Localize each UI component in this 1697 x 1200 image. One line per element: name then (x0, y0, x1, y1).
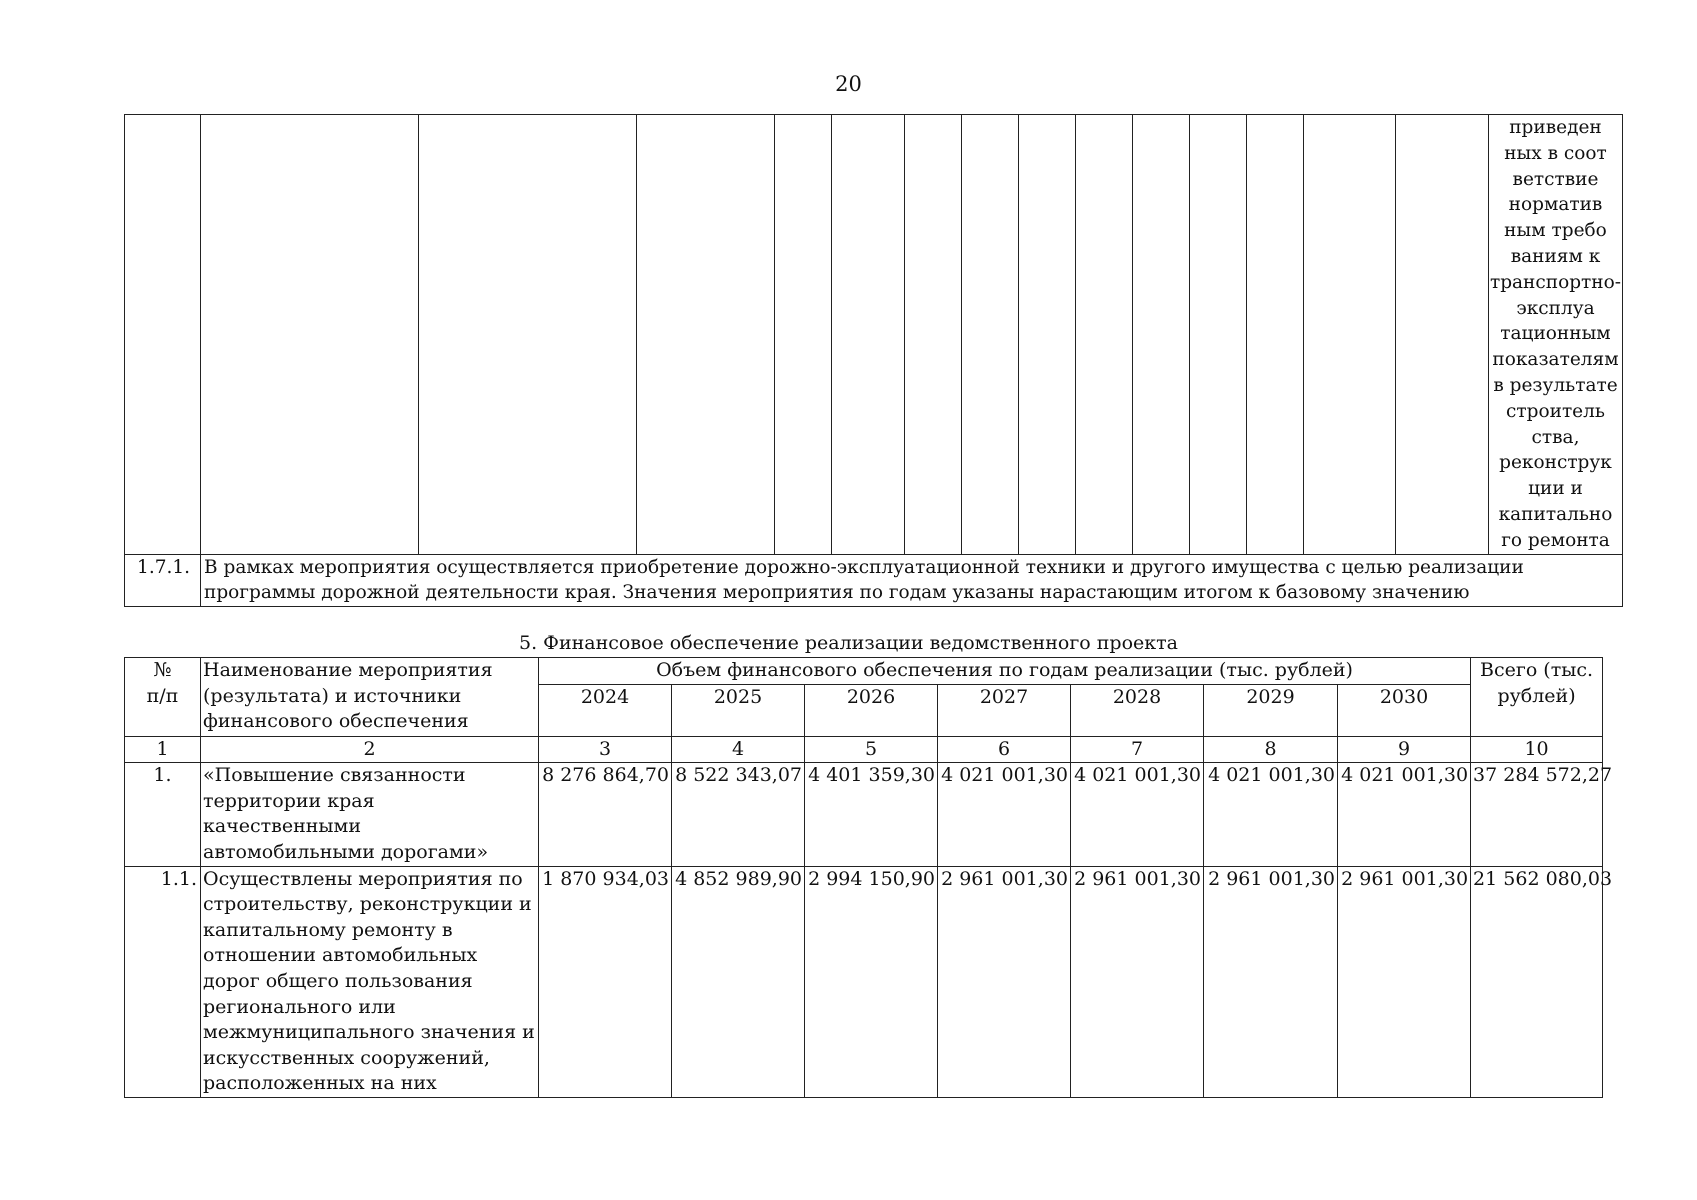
value-cell: 4 852 989,90 (672, 866, 805, 1097)
value-cell: 4 401 359,30 (805, 763, 938, 866)
column-index: 3 (539, 736, 672, 763)
description-line: программы дорожной деятельности края. Значения мероприятия по годам указаны нарастающим итогом к базовому значению (204, 582, 1470, 604)
total-cell: 37 284 572,27 (1471, 763, 1603, 866)
note-line: ции и (1528, 478, 1583, 500)
header-volume: Объем финансового обеспечения по годам реализации (тыс. рублей) (539, 658, 1471, 685)
column-index: 9 (1338, 736, 1471, 763)
value-cell: 8 522 343,07 (672, 763, 805, 866)
header-row (125, 658, 1603, 685)
note-line: ваниям к (1510, 245, 1601, 267)
header-year: 2027 (938, 684, 1071, 736)
value-cell: 2 961 001,30 (1071, 866, 1204, 1097)
column-index: 10 (1471, 736, 1603, 763)
value-cell: 4 021 001,30 (1071, 763, 1204, 866)
note-line: ства, (1531, 426, 1580, 448)
note-line: показателям (1492, 349, 1619, 371)
continuation-row (125, 115, 1623, 555)
header-year: 2030 (1338, 684, 1471, 736)
financing-table (124, 657, 1613, 1098)
row-name: Осуществлены мероприятия по строительству, реконструкции и капитальному ремонту в отношении автомобильных дорог общего пользования регионального или межмуниципального значения и искусственных сооружений, расположенных на них (201, 866, 539, 1097)
header-year: 2026 (805, 684, 938, 736)
section-title: 5. Финансовое обеспечение реализации ведомственного проекта (519, 632, 1178, 654)
note-line: реконструк (1499, 452, 1612, 474)
value-cell: 1 870 934,03 (539, 866, 672, 1097)
column-index: 7 (1071, 736, 1204, 763)
note-cell (1489, 115, 1623, 555)
note-line: ным требо (1504, 220, 1607, 242)
note-line: капитально (1498, 503, 1613, 525)
value-cell: 4 021 001,30 (1204, 763, 1338, 866)
header-year: 2028 (1071, 684, 1204, 736)
row-number: 1. (125, 763, 201, 866)
row-number: 1.1. (125, 866, 201, 1097)
header-num: № п/п (125, 658, 201, 737)
value-cell: 2 961 001,30 (1338, 866, 1471, 1097)
value-cell: 2 961 001,30 (938, 866, 1071, 1097)
indicator-table-continuation (124, 114, 1623, 607)
row-description (201, 554, 1623, 607)
note-line: транспортно- (1489, 271, 1622, 293)
column-index: 5 (805, 736, 938, 763)
note-line: тационным (1500, 323, 1611, 345)
table-row (125, 554, 1623, 607)
value-cell: 4 021 001,30 (1338, 763, 1471, 866)
value-cell: 2 994 150,90 (805, 866, 938, 1097)
note-line: ветствие (1512, 168, 1599, 190)
value-cell: 4 021 001,30 (938, 763, 1071, 866)
note-line: эксплуа (1516, 297, 1595, 319)
header-year: 2024 (539, 684, 672, 736)
description-line: В рамках мероприятия осуществляется приобретение дорожно-эксплуатационной техники и другого имущества с целью реализации (204, 556, 1524, 578)
header-year: 2029 (1204, 684, 1338, 736)
note-line: приведен (1509, 117, 1602, 138)
row-name: «Повышение связанности территории края качественными автомобильными дорогами» (201, 763, 539, 866)
column-index: 8 (1204, 736, 1338, 763)
page-number: 20 (835, 72, 862, 96)
header-total: Всего (тыс. рублей) (1471, 658, 1603, 737)
row-number: 1.7.1. (125, 554, 201, 607)
note-line: ных в соот (1504, 142, 1607, 164)
table-row (125, 866, 1603, 1097)
column-index: 4 (672, 736, 805, 763)
value-cell: 2 961 001,30 (1204, 866, 1338, 1097)
table-row (125, 763, 1603, 866)
column-index: 6 (938, 736, 1071, 763)
note-line: строитель (1506, 400, 1605, 422)
value-cell: 8 276 864,70 (539, 763, 672, 866)
total-cell: 21 562 080,03 (1471, 866, 1603, 1097)
header-year: 2025 (672, 684, 805, 736)
note-line: го ремонта (1501, 529, 1610, 551)
note-line: в результате (1493, 374, 1618, 396)
column-index-row (125, 736, 1603, 763)
header-name: Наименование мероприятия (результата) и источники финансового обеспечения (201, 658, 539, 737)
note-line: норматив (1508, 194, 1603, 216)
column-index: 1 (125, 736, 201, 763)
column-index: 2 (201, 736, 539, 763)
